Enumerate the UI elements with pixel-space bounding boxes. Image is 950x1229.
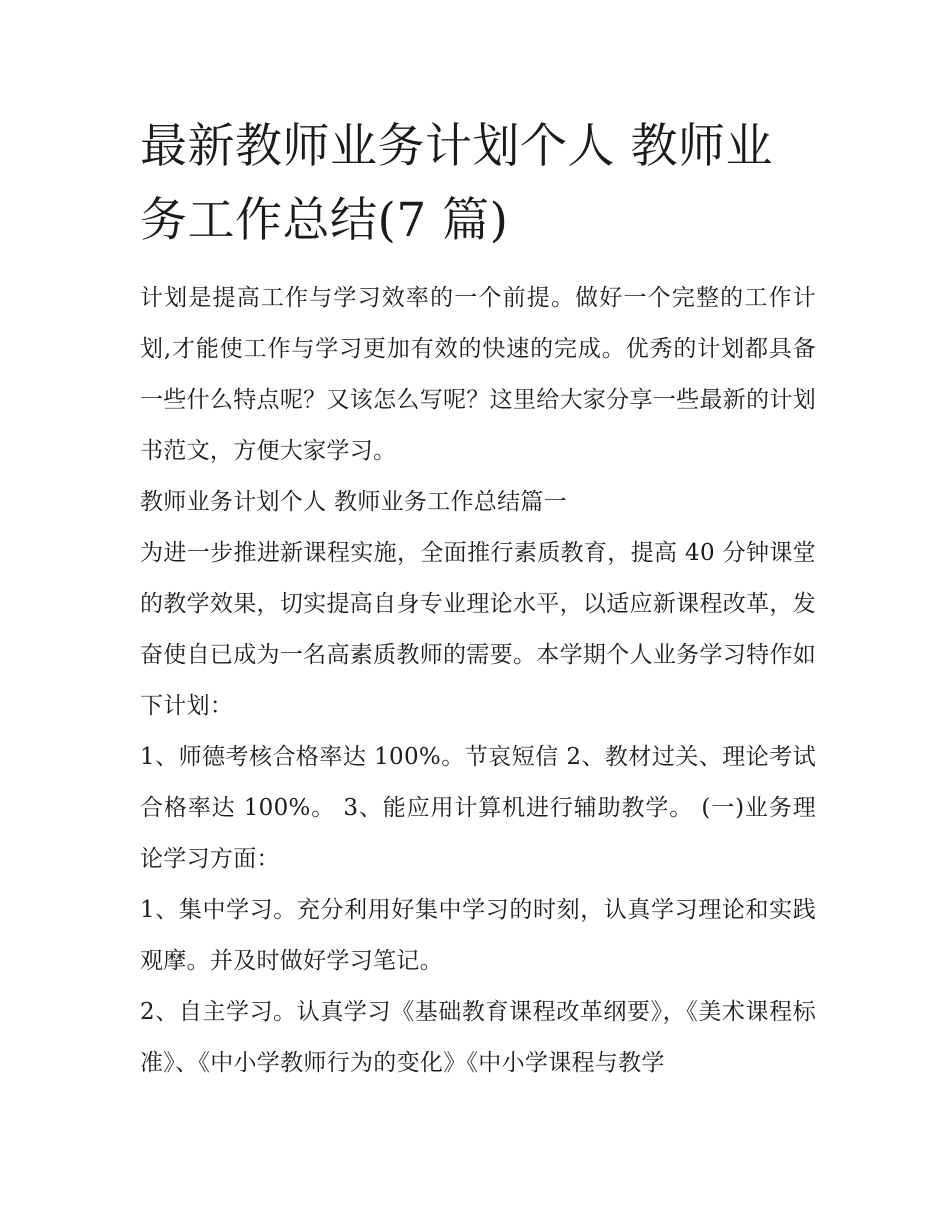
document-body <box>140 273 816 1089</box>
document-page <box>140 110 816 1089</box>
title-line-2: 务工作总结(7 篇) <box>140 193 509 248</box>
section-heading: 教师业务计划个人 教师业务工作总结篇一 <box>140 489 568 515</box>
document-title <box>140 110 816 258</box>
body-paragraph: 2、自主学习。认真学习《基础教育课程改革纲要》，《美术课程标准》、《中小学教师行为的变化》《中小学课程与教学 <box>140 999 816 1076</box>
body-paragraph: 为进一步推进新课程实施，全面推行素质教育，提高 40 分钟课堂的教学效果，切实提高自身专业理论水平，以适应新课程改革，发奋使自已成为一名高素质教师的需要。本学期个人业务学习特作如下计划： <box>140 540 816 719</box>
intro-paragraph: 计划是提高工作与学习效率的一个前提。做好一个完整的工作计划,才能使工作与学习更加有效的快速的完成。优秀的计划都具备一些什么特点呢？又该怎么写呢？这里给大家分享一些最新的计划书范文，方便大家学习。 <box>140 285 816 464</box>
body-paragraph: 1、师德考核合格率达 100%。节哀短信 2、教材过关、理论考试合格率达 100%。 3、能应用计算机进行辅助教学。 (一)业务理论学习方面： <box>140 744 816 872</box>
title-line-1: 最新教师业务计划个人 教师业 <box>140 119 773 174</box>
body-paragraph: 1、集中学习。充分利用好集中学习的时刻，认真学习理论和实践观摩。并及时做好学习笔记。 <box>140 897 816 974</box>
